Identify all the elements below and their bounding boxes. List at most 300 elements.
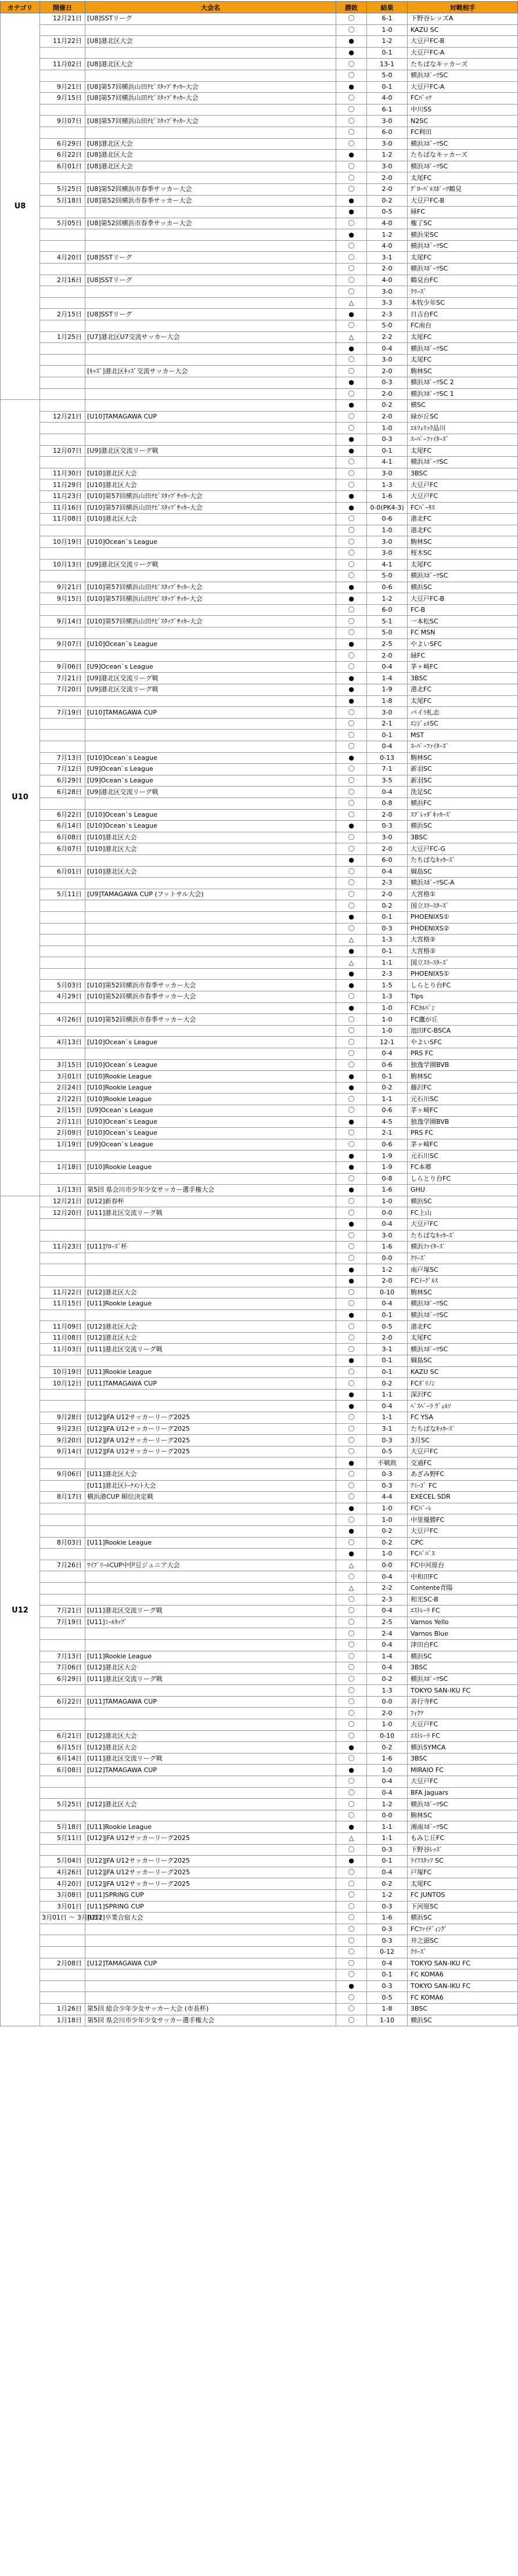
table-row bbox=[1, 1446, 518, 1457]
match-score: 1-4 bbox=[367, 673, 408, 684]
opponent-name: Tips bbox=[408, 991, 518, 1003]
tournament-name: [U9]港北区交流リーグ戦 bbox=[85, 786, 336, 798]
table-row bbox=[1, 1412, 518, 1424]
opponent-name: 太尾FC bbox=[408, 559, 518, 571]
table-row bbox=[1, 1116, 518, 1128]
outcome-mark: 〇 bbox=[336, 1139, 367, 1150]
tournament-name: [U12]JFA U12サッカーリーグ2025 bbox=[85, 1856, 336, 1867]
match-date: 6月14日 bbox=[40, 821, 85, 832]
table-row bbox=[1, 1173, 518, 1185]
outcome-mark: 〇 bbox=[336, 70, 367, 81]
table-row bbox=[1, 1321, 518, 1333]
match-score: 0-6 bbox=[367, 1059, 408, 1071]
match-score: 0-4 bbox=[367, 1571, 408, 1583]
outcome-mark: 〇 bbox=[336, 388, 367, 400]
table-row bbox=[1, 70, 518, 81]
tournament-name bbox=[85, 1048, 336, 1060]
opponent-name: 横浜SC bbox=[408, 1913, 518, 1924]
opponent-name: 新羽SC bbox=[408, 764, 518, 775]
opponent-name: 綱島SC bbox=[408, 866, 518, 878]
outcome-mark: 〇 bbox=[336, 161, 367, 172]
match-date: 12月07日 bbox=[40, 445, 85, 457]
table-row bbox=[1, 1048, 518, 1060]
tournament-name: [U11]Rookie League bbox=[85, 1537, 336, 1549]
opponent-name: 国立ｽﾘｰｽﾀｰｽﾞ bbox=[408, 957, 518, 969]
opponent-name: 戸塚FC bbox=[408, 1867, 518, 1878]
match-score: 0-5 bbox=[367, 1446, 408, 1457]
table-row bbox=[1, 809, 518, 821]
match-date: 1月18日 bbox=[40, 2015, 85, 2026]
outcome-mark: ● bbox=[336, 229, 367, 241]
match-score: 2-0 bbox=[367, 1332, 408, 1344]
outcome-mark: △ bbox=[336, 297, 367, 309]
match-date: 5月11日 bbox=[40, 1833, 85, 1845]
match-score: 6-0 bbox=[367, 604, 408, 616]
table-row bbox=[1, 832, 518, 843]
tournament-name: [U10]港北区大会 bbox=[85, 832, 336, 843]
match-date bbox=[40, 1275, 85, 1287]
match-date bbox=[40, 388, 85, 400]
table-row bbox=[1, 1901, 518, 1913]
tournament-name bbox=[85, 1992, 336, 2004]
match-date: 5月25日 bbox=[40, 183, 85, 195]
tournament-name: [U12]TAMAGAWA CUP bbox=[85, 1958, 336, 1969]
outcome-mark: ● bbox=[336, 752, 367, 764]
table-row bbox=[1, 1389, 518, 1401]
match-score: 0-0(PK4-3) bbox=[367, 502, 408, 514]
opponent-name: 緑FC bbox=[408, 650, 518, 662]
opponent-name: ｸﾞﾛｰﾊﾞﾙｽﾎﾟｰﾂ鶴見 bbox=[408, 183, 518, 195]
table-row bbox=[1, 1378, 518, 1390]
outcome-mark: 〇 bbox=[336, 1935, 367, 1947]
opponent-name: 横浜ｽﾎﾟｰﾂSC bbox=[408, 1309, 518, 1321]
match-date bbox=[40, 900, 85, 912]
tournament-name: [U12]JFA U12サッカーリーグ2025 bbox=[85, 1878, 336, 1890]
match-score: 0-1 bbox=[367, 445, 408, 457]
match-date bbox=[40, 1992, 85, 2004]
match-score: 3-0 bbox=[367, 116, 408, 127]
match-score: 1-3 bbox=[367, 991, 408, 1003]
table-row bbox=[1, 1094, 518, 1105]
outcome-mark: 〇 bbox=[336, 1571, 367, 1583]
opponent-name: 大宮格① bbox=[408, 889, 518, 900]
table-row bbox=[1, 582, 518, 593]
opponent-name: 駒林SC bbox=[408, 366, 518, 377]
opponent-name: PRS FC bbox=[408, 1048, 518, 1060]
table-row bbox=[1, 1673, 518, 1685]
tournament-name: 横浜港CUP 順位決定戦 bbox=[85, 1492, 336, 1503]
match-score: 3-0 bbox=[367, 832, 408, 843]
outcome-mark: ● bbox=[336, 81, 367, 93]
outcome-mark: ● bbox=[336, 695, 367, 707]
outcome-mark: 〇 bbox=[336, 59, 367, 70]
opponent-name: FC上山 bbox=[408, 1207, 518, 1219]
match-date: 6月29日 bbox=[40, 775, 85, 786]
outcome-mark: 〇 bbox=[336, 457, 367, 468]
tournament-name: [U7]港北区U7交流サッカー大会 bbox=[85, 331, 336, 343]
tournament-name: [U10]Ocean`s League bbox=[85, 1128, 336, 1139]
table-row bbox=[1, 1253, 518, 1264]
match-score: 1-0 bbox=[367, 1549, 408, 1560]
outcome-mark: ● bbox=[336, 1161, 367, 1173]
match-score: 1-2 bbox=[367, 36, 408, 48]
match-date: 2月15日 bbox=[40, 1105, 85, 1117]
table-row bbox=[1, 1128, 518, 1139]
tournament-name: [U12]港北区大会 bbox=[85, 1662, 336, 1674]
opponent-name: 横浜ｽﾎﾟｰﾂSC bbox=[408, 343, 518, 355]
table-row bbox=[1, 411, 518, 423]
match-date: 9月06日 bbox=[40, 1469, 85, 1481]
match-score: 3-0 bbox=[367, 536, 408, 548]
table-row bbox=[1, 207, 518, 218]
outcome-mark: ● bbox=[336, 1389, 367, 1401]
table-row bbox=[1, 1059, 518, 1071]
tournament-name bbox=[85, 798, 336, 809]
opponent-name: 駒林SC bbox=[408, 752, 518, 764]
outcome-mark: △ bbox=[336, 957, 367, 969]
match-date: 11月08日 bbox=[40, 514, 85, 525]
match-date bbox=[40, 320, 85, 332]
outcome-mark: 〇 bbox=[336, 1059, 367, 1071]
match-score: 1-6 bbox=[367, 1185, 408, 1196]
tournament-name: [U8]第57回横浜山田ﾅﾋﾞｽﾀｯﾌﾞｻｯｶｰ大会 bbox=[85, 81, 336, 93]
opponent-name: 茅ヶ崎FC bbox=[408, 1105, 518, 1117]
tournament-name bbox=[85, 718, 336, 730]
match-date bbox=[40, 24, 85, 36]
table-row bbox=[1, 707, 518, 719]
category-cell: U12 bbox=[1, 1196, 40, 2026]
match-date: 4月26日 bbox=[40, 1014, 85, 1026]
match-date: 11月09日 bbox=[40, 1321, 85, 1333]
opponent-name: 大豆戸FC bbox=[408, 479, 518, 491]
opponent-name: 元石川SC bbox=[408, 1150, 518, 1162]
match-date bbox=[40, 366, 85, 377]
outcome-mark: 〇 bbox=[336, 1753, 367, 1765]
tournament-name: [U10]Ocean`s League bbox=[85, 536, 336, 548]
match-score: 1-0 bbox=[367, 1765, 408, 1776]
match-score: 2-3 bbox=[367, 1594, 408, 1606]
table-row bbox=[1, 843, 518, 855]
match-score: 0-4 bbox=[367, 343, 408, 355]
table-row bbox=[1, 1002, 518, 1014]
match-score: 0-4 bbox=[367, 1048, 408, 1060]
opponent-name: MST bbox=[408, 730, 518, 741]
table-row bbox=[1, 593, 518, 605]
table-row bbox=[1, 1549, 518, 1560]
outcome-mark: ● bbox=[336, 1549, 367, 1560]
match-date: 12月21日 bbox=[40, 1196, 85, 1207]
outcome-mark: 〇 bbox=[336, 547, 367, 559]
opponent-name: 大豆戸FC-A bbox=[408, 81, 518, 93]
opponent-name: やよいSFC bbox=[408, 638, 518, 650]
match-score: 0-4 bbox=[367, 1606, 408, 1617]
outcome-mark: 〇 bbox=[336, 650, 367, 662]
tournament-name: [U10]第57回横浜山田ﾅﾋﾞｽﾀｯﾌﾞｻｯｶｰ大会 bbox=[85, 502, 336, 514]
tournament-name bbox=[85, 1628, 336, 1640]
opponent-name: 藤沢FC bbox=[408, 1082, 518, 1094]
match-date bbox=[40, 854, 85, 866]
tournament-name: [U10]Rookie League bbox=[85, 1082, 336, 1094]
match-score: 0-6 bbox=[367, 1139, 408, 1150]
table-row bbox=[1, 1765, 518, 1776]
opponent-name: 大宮格② bbox=[408, 946, 518, 957]
opponent-name: 横浜ｽﾎﾟｰﾂSC bbox=[408, 1344, 518, 1355]
match-date: 12月21日 bbox=[40, 13, 85, 25]
match-score: 3-5 bbox=[367, 775, 408, 786]
table-row bbox=[1, 1275, 518, 1287]
outcome-mark: ● bbox=[336, 1002, 367, 1014]
table-row bbox=[1, 878, 518, 889]
match-date bbox=[40, 286, 85, 298]
outcome-mark: 〇 bbox=[336, 604, 367, 616]
outcome-mark: 〇 bbox=[336, 366, 367, 377]
tournament-name: 第5回 県会川市少年少女サッカー選手権大会 bbox=[85, 2015, 336, 2026]
tournament-name bbox=[85, 1218, 336, 1230]
match-date bbox=[40, 1594, 85, 1606]
tournament-name: [U8]港北区大会 bbox=[85, 161, 336, 172]
tournament-name: [U11]ﾐｰﾙｶｯﾌﾟ bbox=[85, 1617, 336, 1628]
outcome-mark: 〇 bbox=[336, 127, 367, 138]
match-date: 9月28日 bbox=[40, 1412, 85, 1424]
outcome-mark: 〇 bbox=[336, 1048, 367, 1060]
match-date bbox=[40, 1549, 85, 1560]
match-date: 1月13日 bbox=[40, 1185, 85, 1196]
match-date: 9月07日 bbox=[40, 116, 85, 127]
match-date: 4月26日 bbox=[40, 1867, 85, 1878]
match-date: 7月13日 bbox=[40, 1651, 85, 1662]
tournament-name: [U9]Ocean`s League bbox=[85, 1105, 336, 1117]
table-row bbox=[1, 297, 518, 309]
match-score: 0-6 bbox=[367, 514, 408, 525]
outcome-mark: ● bbox=[336, 946, 367, 957]
match-score: 2-0 bbox=[367, 388, 408, 400]
match-score: 0-4 bbox=[367, 1867, 408, 1878]
outcome-mark: 〇 bbox=[336, 1958, 367, 1969]
opponent-name: 大豆戸FC-B bbox=[408, 36, 518, 48]
outcome-mark: 〇 bbox=[336, 264, 367, 275]
match-date: 4月13日 bbox=[40, 1037, 85, 1048]
match-date bbox=[40, 1571, 85, 1583]
tournament-name: [U12]JFA U12サッカーリーグ2025 bbox=[85, 1423, 336, 1435]
tournament-name bbox=[85, 434, 336, 445]
opponent-name: 横浜SC bbox=[408, 1196, 518, 1207]
match-date bbox=[40, 1525, 85, 1537]
outcome-mark: ● bbox=[336, 911, 367, 923]
opponent-name: FCｲｰｸﾞﾙｽ bbox=[408, 1275, 518, 1287]
match-date: 2月08日 bbox=[40, 1958, 85, 1969]
match-date bbox=[40, 1401, 85, 1412]
opponent-name: 大宮格② bbox=[408, 935, 518, 946]
table-row bbox=[1, 536, 518, 548]
table-row bbox=[1, 1480, 518, 1492]
outcome-mark: 〇 bbox=[336, 1639, 367, 1651]
table-row bbox=[1, 900, 518, 912]
match-score: 0-3 bbox=[367, 377, 408, 389]
table-row bbox=[1, 525, 518, 536]
table-row bbox=[1, 1082, 518, 1094]
outcome-mark: 〇 bbox=[336, 616, 367, 627]
tournament-name: [U10]港北区大会 bbox=[85, 468, 336, 479]
opponent-name: FC-B bbox=[408, 604, 518, 616]
table-row bbox=[1, 331, 518, 343]
opponent-name: FCﾊﾟﾊﾟｽ bbox=[408, 1549, 518, 1560]
match-date: 2月09日 bbox=[40, 1128, 85, 1139]
tournament-name bbox=[85, 1253, 336, 1264]
outcome-mark: 〇 bbox=[336, 1901, 367, 1913]
header-category: カテゴリ bbox=[1, 2, 40, 13]
match-score: 2-0 bbox=[367, 843, 408, 855]
opponent-name: 南戸塚SC bbox=[408, 1264, 518, 1276]
outcome-mark: 〇 bbox=[336, 1173, 367, 1185]
table-row bbox=[1, 1139, 518, 1150]
match-score: 1-3 bbox=[367, 1685, 408, 1697]
outcome-mark: ● bbox=[336, 434, 367, 445]
table-row bbox=[1, 911, 518, 923]
match-score: 0-5 bbox=[367, 207, 408, 218]
table-row bbox=[1, 1708, 518, 1719]
match-date: 3月08日 bbox=[40, 1889, 85, 1901]
match-date bbox=[40, 1776, 85, 1788]
opponent-name: FC南台 bbox=[408, 320, 518, 332]
tournament-name: [U12]JFA U12サッカーリーグ2025 bbox=[85, 1446, 336, 1457]
match-date bbox=[40, 1685, 85, 1697]
table-row bbox=[1, 309, 518, 320]
tournament-name: ﾜｲﾌﾟﾘｰﾙCUP中伊豆ジュニア大会 bbox=[85, 1560, 336, 1571]
match-score: 1-0 bbox=[367, 1503, 408, 1514]
table-row bbox=[1, 1218, 518, 1230]
tournament-name bbox=[85, 1355, 336, 1367]
match-date: 5月03日 bbox=[40, 980, 85, 991]
match-date bbox=[40, 911, 85, 923]
match-score: 1-4 bbox=[367, 1651, 408, 1662]
opponent-name: 横浜SC bbox=[408, 2015, 518, 2026]
opponent-name: FCﾀﾞﾘﾉﾝ bbox=[408, 1378, 518, 1390]
match-score: 0-2 bbox=[367, 1742, 408, 1754]
match-score: 1-1 bbox=[367, 1412, 408, 1424]
table-row bbox=[1, 1913, 518, 1924]
tournament-name bbox=[85, 24, 336, 36]
tournament-name: [U12]JFA U12サッカーリーグ2025 bbox=[85, 1833, 336, 1845]
match-score: 0-1 bbox=[367, 911, 408, 923]
outcome-mark: 〇 bbox=[336, 1378, 367, 1390]
match-date: 2月16日 bbox=[40, 275, 85, 286]
tournament-name: [U8]SSTリーグ bbox=[85, 252, 336, 264]
opponent-name: ﾗｲﾌｽﾀｯﾌ SC bbox=[408, 1856, 518, 1867]
match-score: 12-1 bbox=[367, 1037, 408, 1048]
outcome-mark: 〇 bbox=[336, 1628, 367, 1640]
outcome-mark: 〇 bbox=[336, 1799, 367, 1810]
tournament-name bbox=[85, 343, 336, 355]
opponent-name: FCﾊﾞｰﾀｽ bbox=[408, 502, 518, 514]
outcome-mark: 〇 bbox=[336, 707, 367, 719]
table-row bbox=[1, 764, 518, 775]
outcome-mark: 〇 bbox=[336, 718, 367, 730]
match-score: 1-6 bbox=[367, 1753, 408, 1765]
outcome-mark: 〇 bbox=[336, 183, 367, 195]
tournament-name bbox=[85, 127, 336, 138]
match-date: 9月15日 bbox=[40, 93, 85, 104]
match-score: 0-4 bbox=[367, 1958, 408, 1969]
match-score: 3-0 bbox=[367, 138, 408, 150]
match-date bbox=[40, 730, 85, 741]
tournament-name bbox=[85, 286, 336, 298]
opponent-name: 横浜FC bbox=[408, 798, 518, 809]
match-date: 11月23日 bbox=[40, 1242, 85, 1253]
tournament-name bbox=[85, 320, 336, 332]
opponent-name: 本牧少年SC bbox=[408, 297, 518, 309]
outcome-mark: 〇 bbox=[336, 93, 367, 104]
opponent-name: 和光SC-B bbox=[408, 1594, 518, 1606]
match-date bbox=[40, 1025, 85, 1037]
table-row bbox=[1, 240, 518, 252]
table-row bbox=[1, 161, 518, 172]
match-date bbox=[40, 1503, 85, 1514]
outcome-mark: 〇 bbox=[336, 1662, 367, 1674]
match-date bbox=[40, 1355, 85, 1367]
table-row bbox=[1, 1992, 518, 2004]
match-score: 1-2 bbox=[367, 150, 408, 161]
table-row bbox=[1, 1332, 518, 1344]
opponent-name: 大豆戸FC bbox=[408, 1776, 518, 1788]
tournament-name bbox=[85, 878, 336, 889]
outcome-mark: 〇 bbox=[336, 218, 367, 229]
match-score: 4-0 bbox=[367, 218, 408, 229]
outcome-mark: 〇 bbox=[336, 1776, 367, 1788]
table-row bbox=[1, 1150, 518, 1162]
outcome-mark: 〇 bbox=[336, 627, 367, 639]
outcome-mark: 〇 bbox=[336, 1878, 367, 1890]
tournament-name bbox=[85, 650, 336, 662]
match-score: 6-0 bbox=[367, 127, 408, 138]
opponent-name: FCﾌｧｲﾃﾞｨﾝｸﾞ bbox=[408, 1924, 518, 1935]
tournament-name bbox=[85, 1719, 336, 1731]
outcome-mark: 〇 bbox=[336, 1242, 367, 1253]
opponent-name: N2SC bbox=[408, 116, 518, 127]
outcome-mark: 〇 bbox=[336, 525, 367, 536]
match-score: 0-3 bbox=[367, 1435, 408, 1446]
opponent-name: もみじ丘FC bbox=[408, 1833, 518, 1845]
table-row bbox=[1, 1014, 518, 1026]
match-date: 1月19日 bbox=[40, 1139, 85, 1150]
match-date: 11月22日 bbox=[40, 1287, 85, 1298]
match-score: 0-5 bbox=[367, 1992, 408, 2004]
opponent-name: 太尾FC bbox=[408, 1878, 518, 1890]
outcome-mark: 〇 bbox=[336, 1480, 367, 1492]
match-score: 1-1 bbox=[367, 1094, 408, 1105]
match-score: 1-0 bbox=[367, 423, 408, 434]
match-score: 3-0 bbox=[367, 468, 408, 479]
table-row bbox=[1, 775, 518, 786]
outcome-mark: 〇 bbox=[336, 1514, 367, 1526]
tournament-name bbox=[85, 1708, 336, 1719]
tournament-name: [U8]港北区大会 bbox=[85, 59, 336, 70]
tournament-name: [U10]第57回横浜山田ﾅﾋﾞｽﾀｯﾌﾞｻｯｶｰ大会 bbox=[85, 593, 336, 605]
tournament-name: [U12]港北区大会 bbox=[85, 1287, 336, 1298]
table-row bbox=[1, 1344, 518, 1355]
tournament-name: [U11]TAMAGAWA CUP bbox=[85, 1378, 336, 1390]
opponent-name: Varnos Yello bbox=[408, 1617, 518, 1628]
tournament-name: [U10]第52回横浜市春季サッカー大会 bbox=[85, 991, 336, 1003]
match-score: 0-2 bbox=[367, 1878, 408, 1890]
match-score: 1-6 bbox=[367, 1242, 408, 1253]
tournament-name bbox=[85, 70, 336, 81]
match-date bbox=[40, 957, 85, 969]
opponent-name: 中川SS bbox=[408, 104, 518, 116]
table-row bbox=[1, 854, 518, 866]
opponent-name: 港北FC bbox=[408, 525, 518, 536]
match-score: 0-0 bbox=[367, 1810, 408, 1821]
match-score: 2-0 bbox=[367, 650, 408, 662]
